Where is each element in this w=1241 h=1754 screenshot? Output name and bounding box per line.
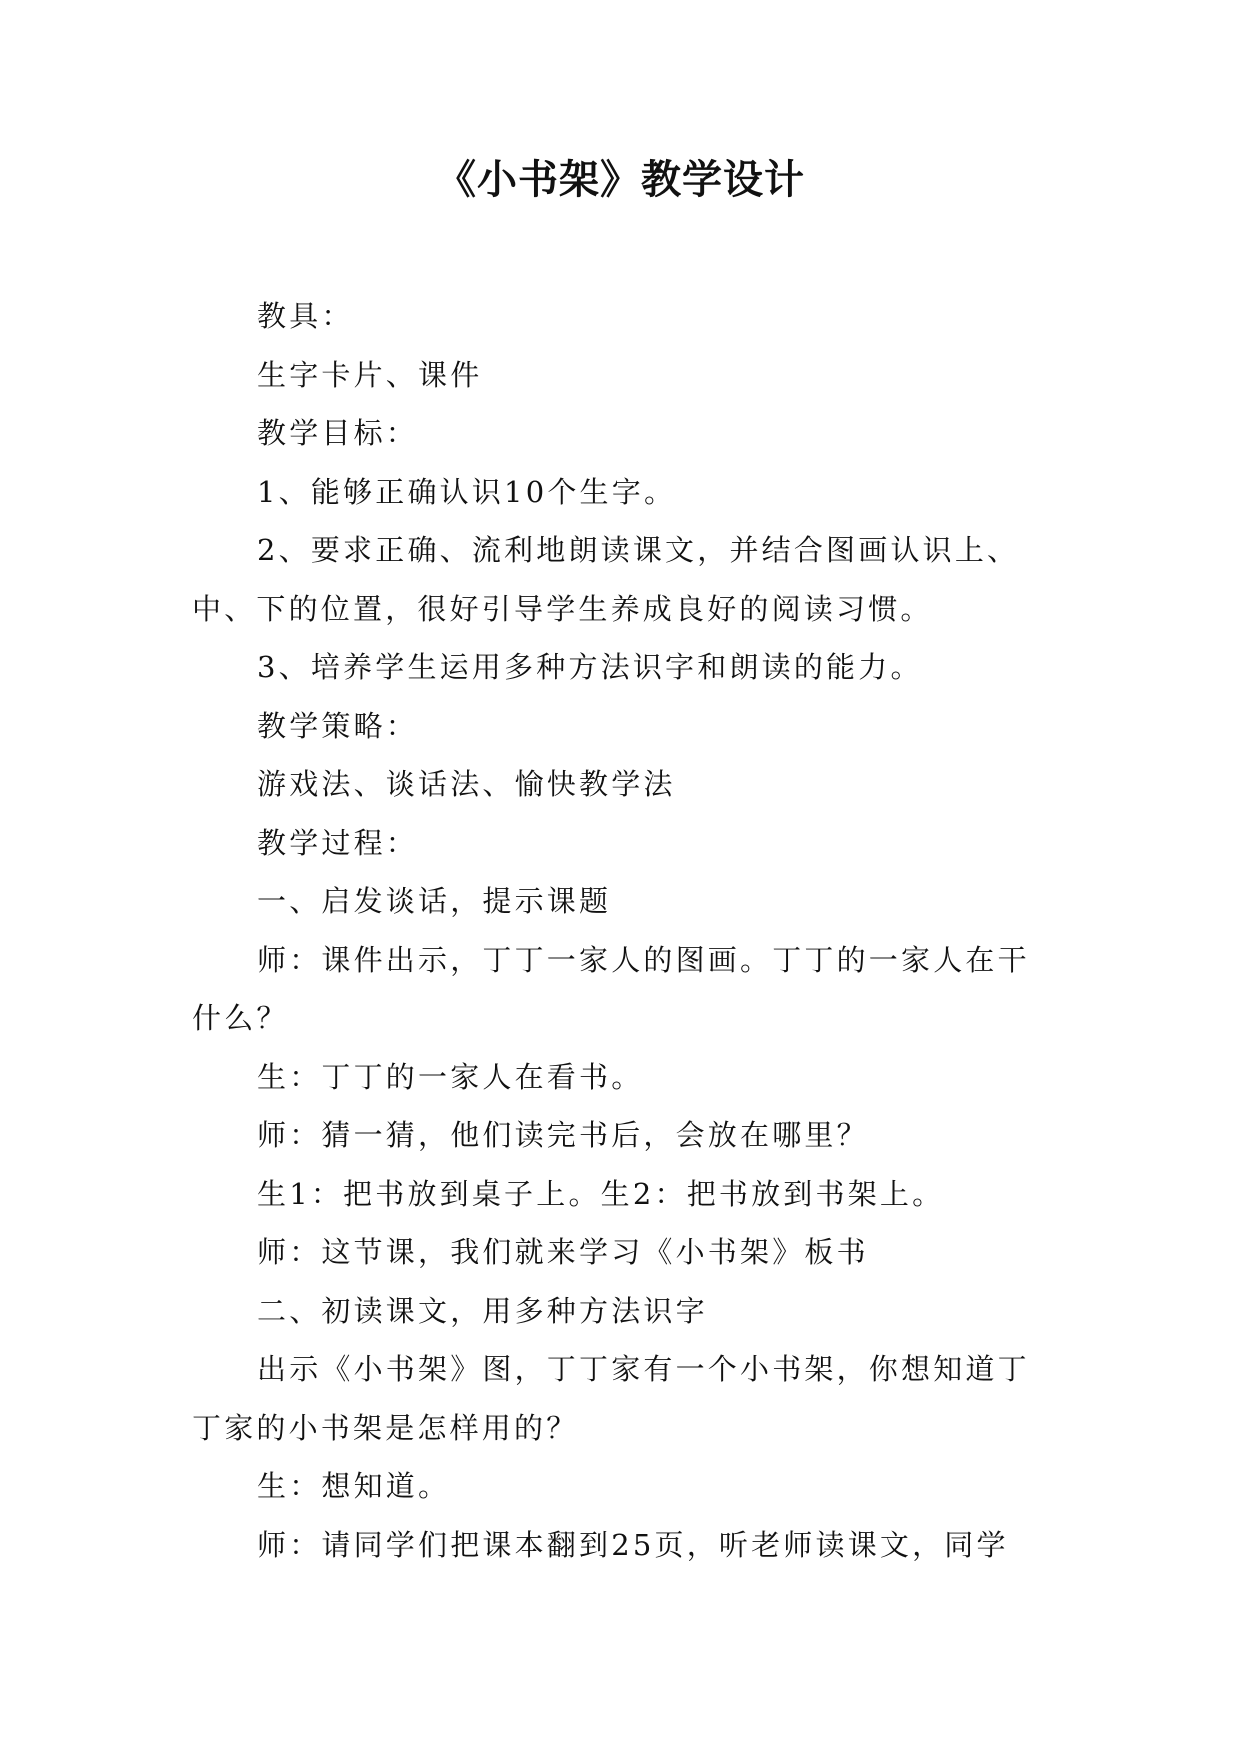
paragraph: 教学策略： [257, 708, 419, 743]
paragraph: 生字卡片、课件 [257, 357, 483, 392]
paragraph: 游戏法、谈话法、愉快教学法 [257, 767, 676, 801]
paragraph: 师：这节课，我们就来学习《小书架》板书 [257, 1235, 869, 1269]
paragraph: 师：课件出示，丁丁一家人的图画。丁丁的一家人在干什么？ [192, 942, 1030, 1035]
document-body [192, 287, 1047, 1574]
paragraph: 生1：把书放到桌子上。生2：把书放到书架上。 [257, 1176, 945, 1211]
paragraph: 一、启发谈话，提示课题 [257, 884, 612, 918]
paragraph: 生：想知道。 [257, 1469, 451, 1503]
paragraph: 1、能够正确认识10个生字。 [257, 474, 677, 509]
paragraph: 教具： [257, 299, 354, 333]
paragraph: 教学目标： [257, 416, 419, 450]
paragraph: 二、初读课文，用多种方法识字 [257, 1293, 708, 1328]
paragraph: 师：猜一猜，他们读完书后，会放在哪里？ [257, 1118, 869, 1152]
paragraph: 3、培养学生运用多种方法识字和朗读的能力。 [257, 650, 923, 684]
paragraph: 生：丁丁的一家人在看书。 [257, 1059, 644, 1094]
paragraph: 出示《小书架》图，丁丁家有一个小书架，你想知道丁丁家的小书架是怎样用的？ [192, 1352, 1030, 1445]
document-title: 《小书架》教学设计 [436, 156, 805, 203]
paragraph: 师：请同学们把课本翻到25页，听老师读课文，同学 [257, 1527, 1009, 1562]
paragraph: 2、要求正确、流利地朗读课文，并结合图画认识上、中、下的位置，很好引导学生养成良好的阅读习惯。 [192, 533, 1020, 626]
paragraph: 教学过程： [257, 825, 419, 860]
